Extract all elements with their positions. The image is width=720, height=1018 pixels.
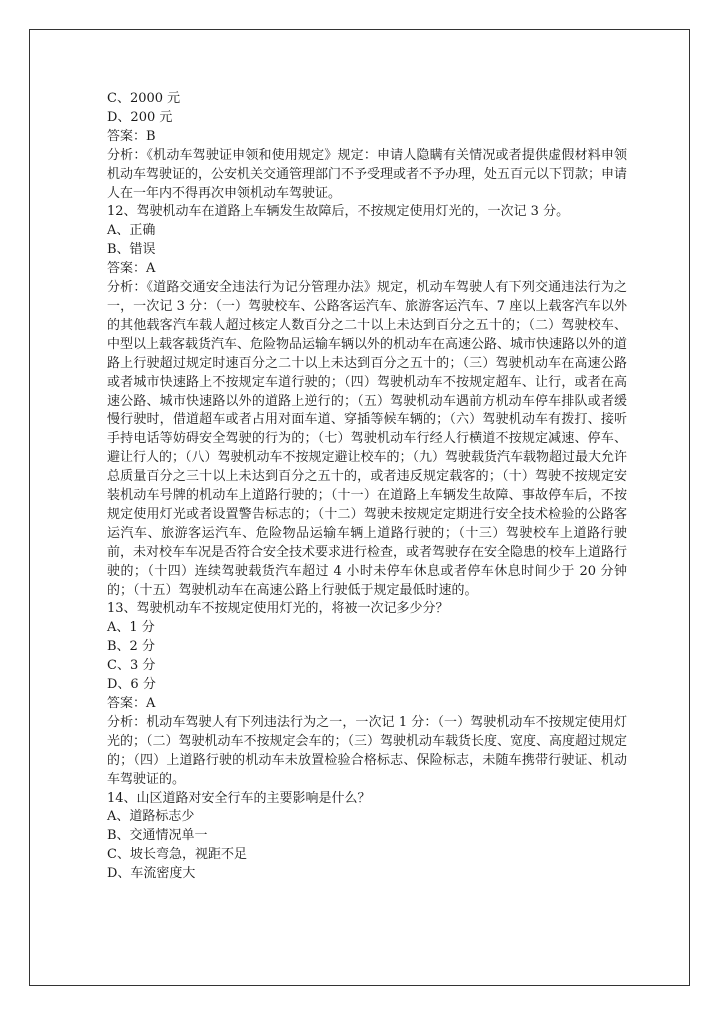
- q12-option-a: A、正确: [107, 223, 156, 239]
- q11-analysis: 分析：《机动车驾驶证申领和使用规定》规定：申请人隐瞒有关情况或者提供虚假材料申领机动车驾驶证的，公安机关交通管理部门不予受理或者不予办理，处五百元以下罚款；申请人在一年内不得再次申领机动车驾驶证。: [107, 147, 628, 201]
- q11-option-d: D、200 元: [107, 109, 173, 125]
- q14-option-a: A、道路标志少: [107, 809, 195, 825]
- q14-question: 14、山区道路对安全行车的主要影响是什么？: [107, 790, 371, 806]
- q13-analysis: 分析：机动车驾驶人有下列违法行为之一，一次记 1 分：（一）驾驶机动车不按规定使用灯光的；（二）驾驶机动车不按规定会车的；（三）驾驶机动车载货长度、宽度、高度超过规定的；（四）上道路行驶的机动车未放置检验合格标志、保险标志，未随车携带行驶证、机动车驾驶证的。: [107, 714, 628, 787]
- q13-option-c: C、3 分: [107, 658, 156, 674]
- q13-option-a: A、1 分: [107, 620, 155, 636]
- q12-option-b: B、错误: [107, 242, 156, 258]
- q13-option-d: D、6 分: [107, 677, 156, 693]
- q12-answer: 答案：A: [107, 261, 156, 277]
- q13-question: 13、驾驶机动车不按规定使用灯光的，将被一次记多少分？: [107, 601, 449, 617]
- document-body: [107, 90, 627, 884]
- q12-question: 12、驾驶机动车在道路上车辆发生故障后，不按规定使用灯光的，一次记 3 分。: [107, 204, 570, 220]
- q14-option-b: B、交通情况单一: [107, 828, 208, 844]
- q13-option-b: B、2 分: [107, 639, 155, 655]
- q14-option-c: C、坡长弯急，视距不足: [107, 847, 247, 863]
- q11-answer: 答案：B: [107, 128, 156, 144]
- q13-answer: 答案：A: [107, 696, 156, 711]
- q12-analysis: 分析：《道路交通安全违法行为记分管理办法》规定，机动车驾驶人有下列交通违法行为之一，一次记 3 分：（一）驾驶校车、公路客运汽车、旅游客运汽车、7 座以上载客汽车以外的其他载客汽车载人超过核定人数百分之二十以上未达到百分之五十的；（二）驾驶校车、中型以上载客载货汽车、危险物品运输车辆以外的机动车在高速公路、城市快速路以外的道路上行驶超过规定时速百分之二十以上未达到百分之五十的；（三）驾驶机动车在高速公路或者城市快速路上不按规定车道行驶的；（四）驾驶机动车不按规定超车、让行，或者在高速公路、城市快速路以外的道路上逆行的；（五）驾驶机动车遇前方机动车停车排队或者缓慢行驶时，借道超车或者占用对面车道、穿插等候车辆的；（六）驾驶机动车有拨打、接听手持电话等妨碍安全驾驶的行为的；（七）驾驶机动车行经人行横道不按规定减速、停车、避让行人的；（八）驾驶机动车不按规定避让校车的；（九）驾驶载货汽车载物超过最大允许总质量百分之三十以上未达到百分之五十的，或者违反规定载客的；（十）驾驶不按规定安装机动车号牌的机动车上道路行驶的；（十一）在道路上车辆发生故障、事故停车后，不按规定使用灯光或者设置警告标志的；（十二）驾驶未按规定定期进行安全技术检验的公路客运汽车、旅游客运汽车、危险物品运输车辆上道路行驶的；（十三）驾驶校车上道路行驶前，未对校车车况是否符合安全技术要求进行检查，或者驾驶存在安全隐患的校车上道路行驶的；（十四）连续驾驶载货汽车超过 4 小时未停车休息或者停车休息时间少于 20 分钟的；（十五）驾驶机动车在高速公路上行驶低于规定最低时速的。: [107, 280, 628, 598]
- q14-option-d: D、车流密度大: [107, 866, 196, 882]
- q11-option-c: C、2000 元: [107, 91, 181, 106]
